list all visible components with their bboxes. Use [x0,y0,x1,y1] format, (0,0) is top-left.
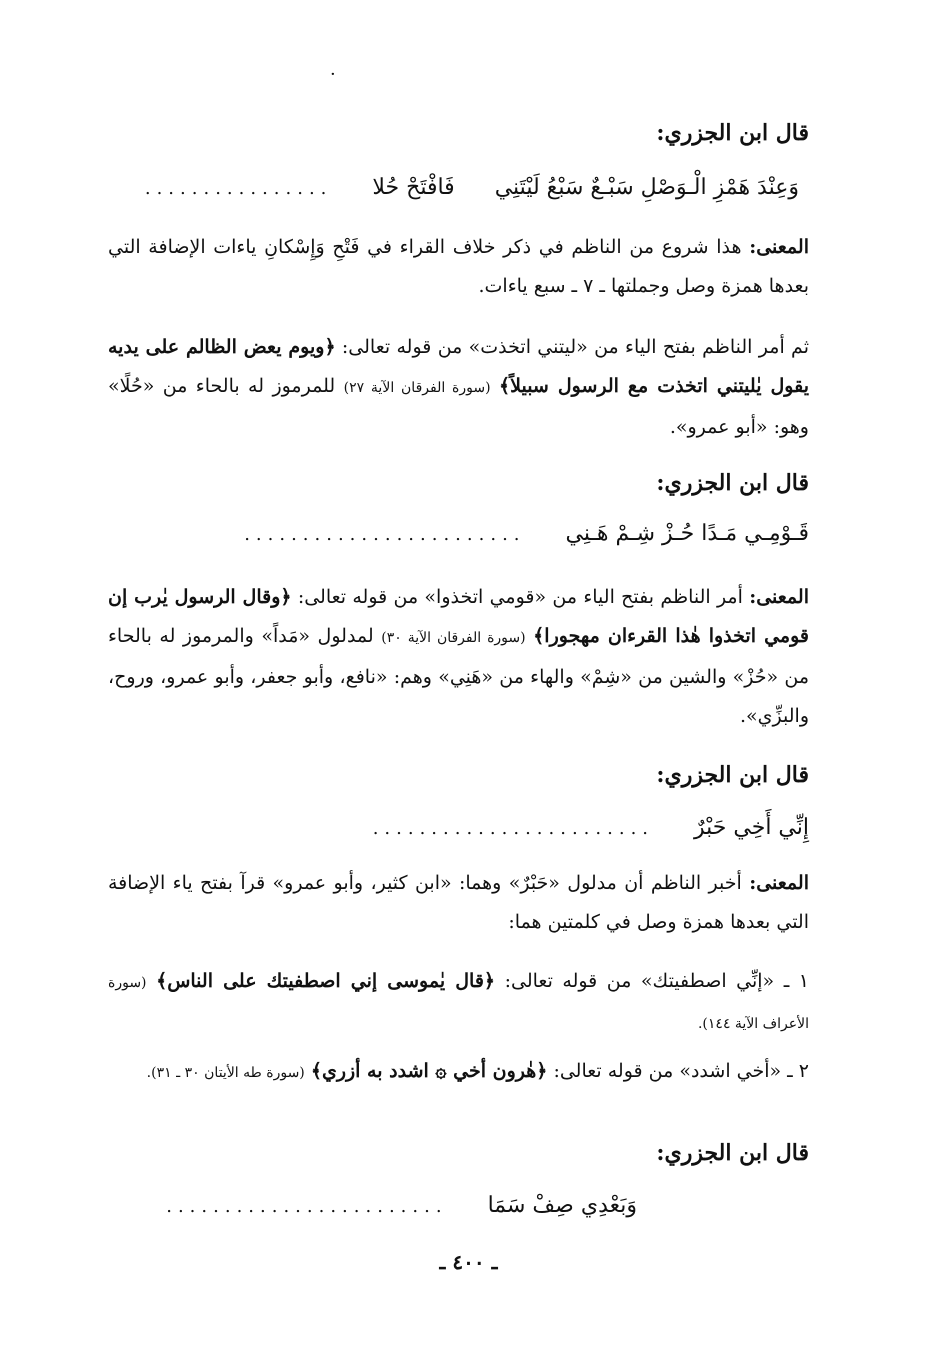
paragraph-text: أخبر الناظم أن مدلول «حَبْرٌ» وهما: «ابن كثير، وأبو عمرو» قرآ بفتح ياء الإضافة التي بعدها همزة وصل في كلمتين هما: [108,872,809,933]
verse-hemistich: إِنِّي أَخِي حَبْرٌ [694,815,809,840]
paragraph-text: أمر الناظم بفتح الياء من «قومي اتخذوا» من قوله تعالى: [297,586,743,608]
ellipsis-dots: ........................ [372,818,655,839]
verse-hemistich: وَعِنْدَ هَمْزِ الْـوَصْلِ سَبْـعٌ سَبْعُ لَيْتَنِي [494,175,799,200]
verse-hemistich: قَـوْمِـي مَـدًا حُـزْ شِـمْ هَـنِي [565,521,809,546]
paragraph-text: ١ ـ «إنِّي اصطفيتك» من قوله تعالى: [504,970,810,992]
surah-reference: (سورة الأعراف الآية ١٤٤). [108,975,809,1032]
verse-hemistich: فَافْتَحْ حُلا [372,175,455,200]
quran-quote: ﴿قال يٰموسى إني اصطفيتك على الناس﴾ [156,970,496,992]
verse-line [130,518,809,551]
meaning-label: المعنى: [749,872,809,894]
quran-quote: ﴿ويوم يعض الظالم على يديه يقول يٰليتني اتخذت مع الرسول سبيلاً﴾ [108,336,809,397]
verse-line [108,172,799,205]
paragraph-text: للمرموز له بالحاء من «حُلًا» وهو: «أبو عمرو». [108,375,809,438]
section-heading: قال ابن الجزري: [656,762,809,788]
quran-quote: ﴿وقال الرسول يٰرب إن قومي اتخذوا هٰذا القرءان مهجورا﴾ [108,586,809,647]
commentary-paragraph [108,864,809,942]
paragraph-text: هذا شروع من الناظم في ذكر خلاف القراء في فَتْحِ وَإِسْكانِ ياءات الإضافة التي بعدها همزة وصل وجملتها ـ ٧ ـ سبع ياءات. [108,236,809,297]
surah-reference: (سورة الفرقان الآية ٣٠) [381,630,526,646]
paragraph-text: ثم أمر الناظم بفتح الياء من «ليتني اتخذت» من قوله تعالى: [341,336,809,358]
ellipsis-dots: ................ [144,178,333,199]
meaning-label: المعنى: [749,586,809,608]
paragraph-text: ٢ ـ «أخي اشدد» من قوله تعالى: [553,1060,809,1082]
list-item [108,1052,809,1093]
surah-reference: (سورة طه الأيتان ٣٠ ـ ٣١). [146,1065,305,1081]
commentary-paragraph [108,578,809,736]
section-heading: قال ابن الجزري: [656,120,809,146]
ellipsis-dots: ........................ [244,524,526,545]
paragraph-text: لمدلول «مَداً» والمرموز له بالحاء من «حُزْ» والشين من «شِمْ» والهاء من «هَنِي» وهم: «نافع، وأبو جعفر، وأبو عمرو، وروح، والبزِّي». [108,625,809,727]
list-item [108,962,809,1044]
ellipsis-dots: ........................ [166,1196,448,1217]
meaning-label: المعنى: [749,236,809,258]
commentary-paragraph [108,328,809,447]
surah-reference: (سورة الفرقان الآية ٢٧) [343,380,491,396]
section-heading: قال ابن الجزري: [656,1140,809,1166]
section-heading: قال ابن الجزري: [656,470,809,496]
verse-line [108,1190,637,1223]
quran-quote: ﴿هٰرون أخي ۞ اشدد به أزري﴾ [310,1060,548,1082]
page-number: ـ ٤٠٠ ـ [439,1250,498,1274]
ink-dot: · [330,64,336,85]
verse-hemistich: وَبَعْدِي صِفْ سَمَا [487,1193,637,1218]
commentary-paragraph [108,228,809,306]
verse-line [108,812,809,845]
